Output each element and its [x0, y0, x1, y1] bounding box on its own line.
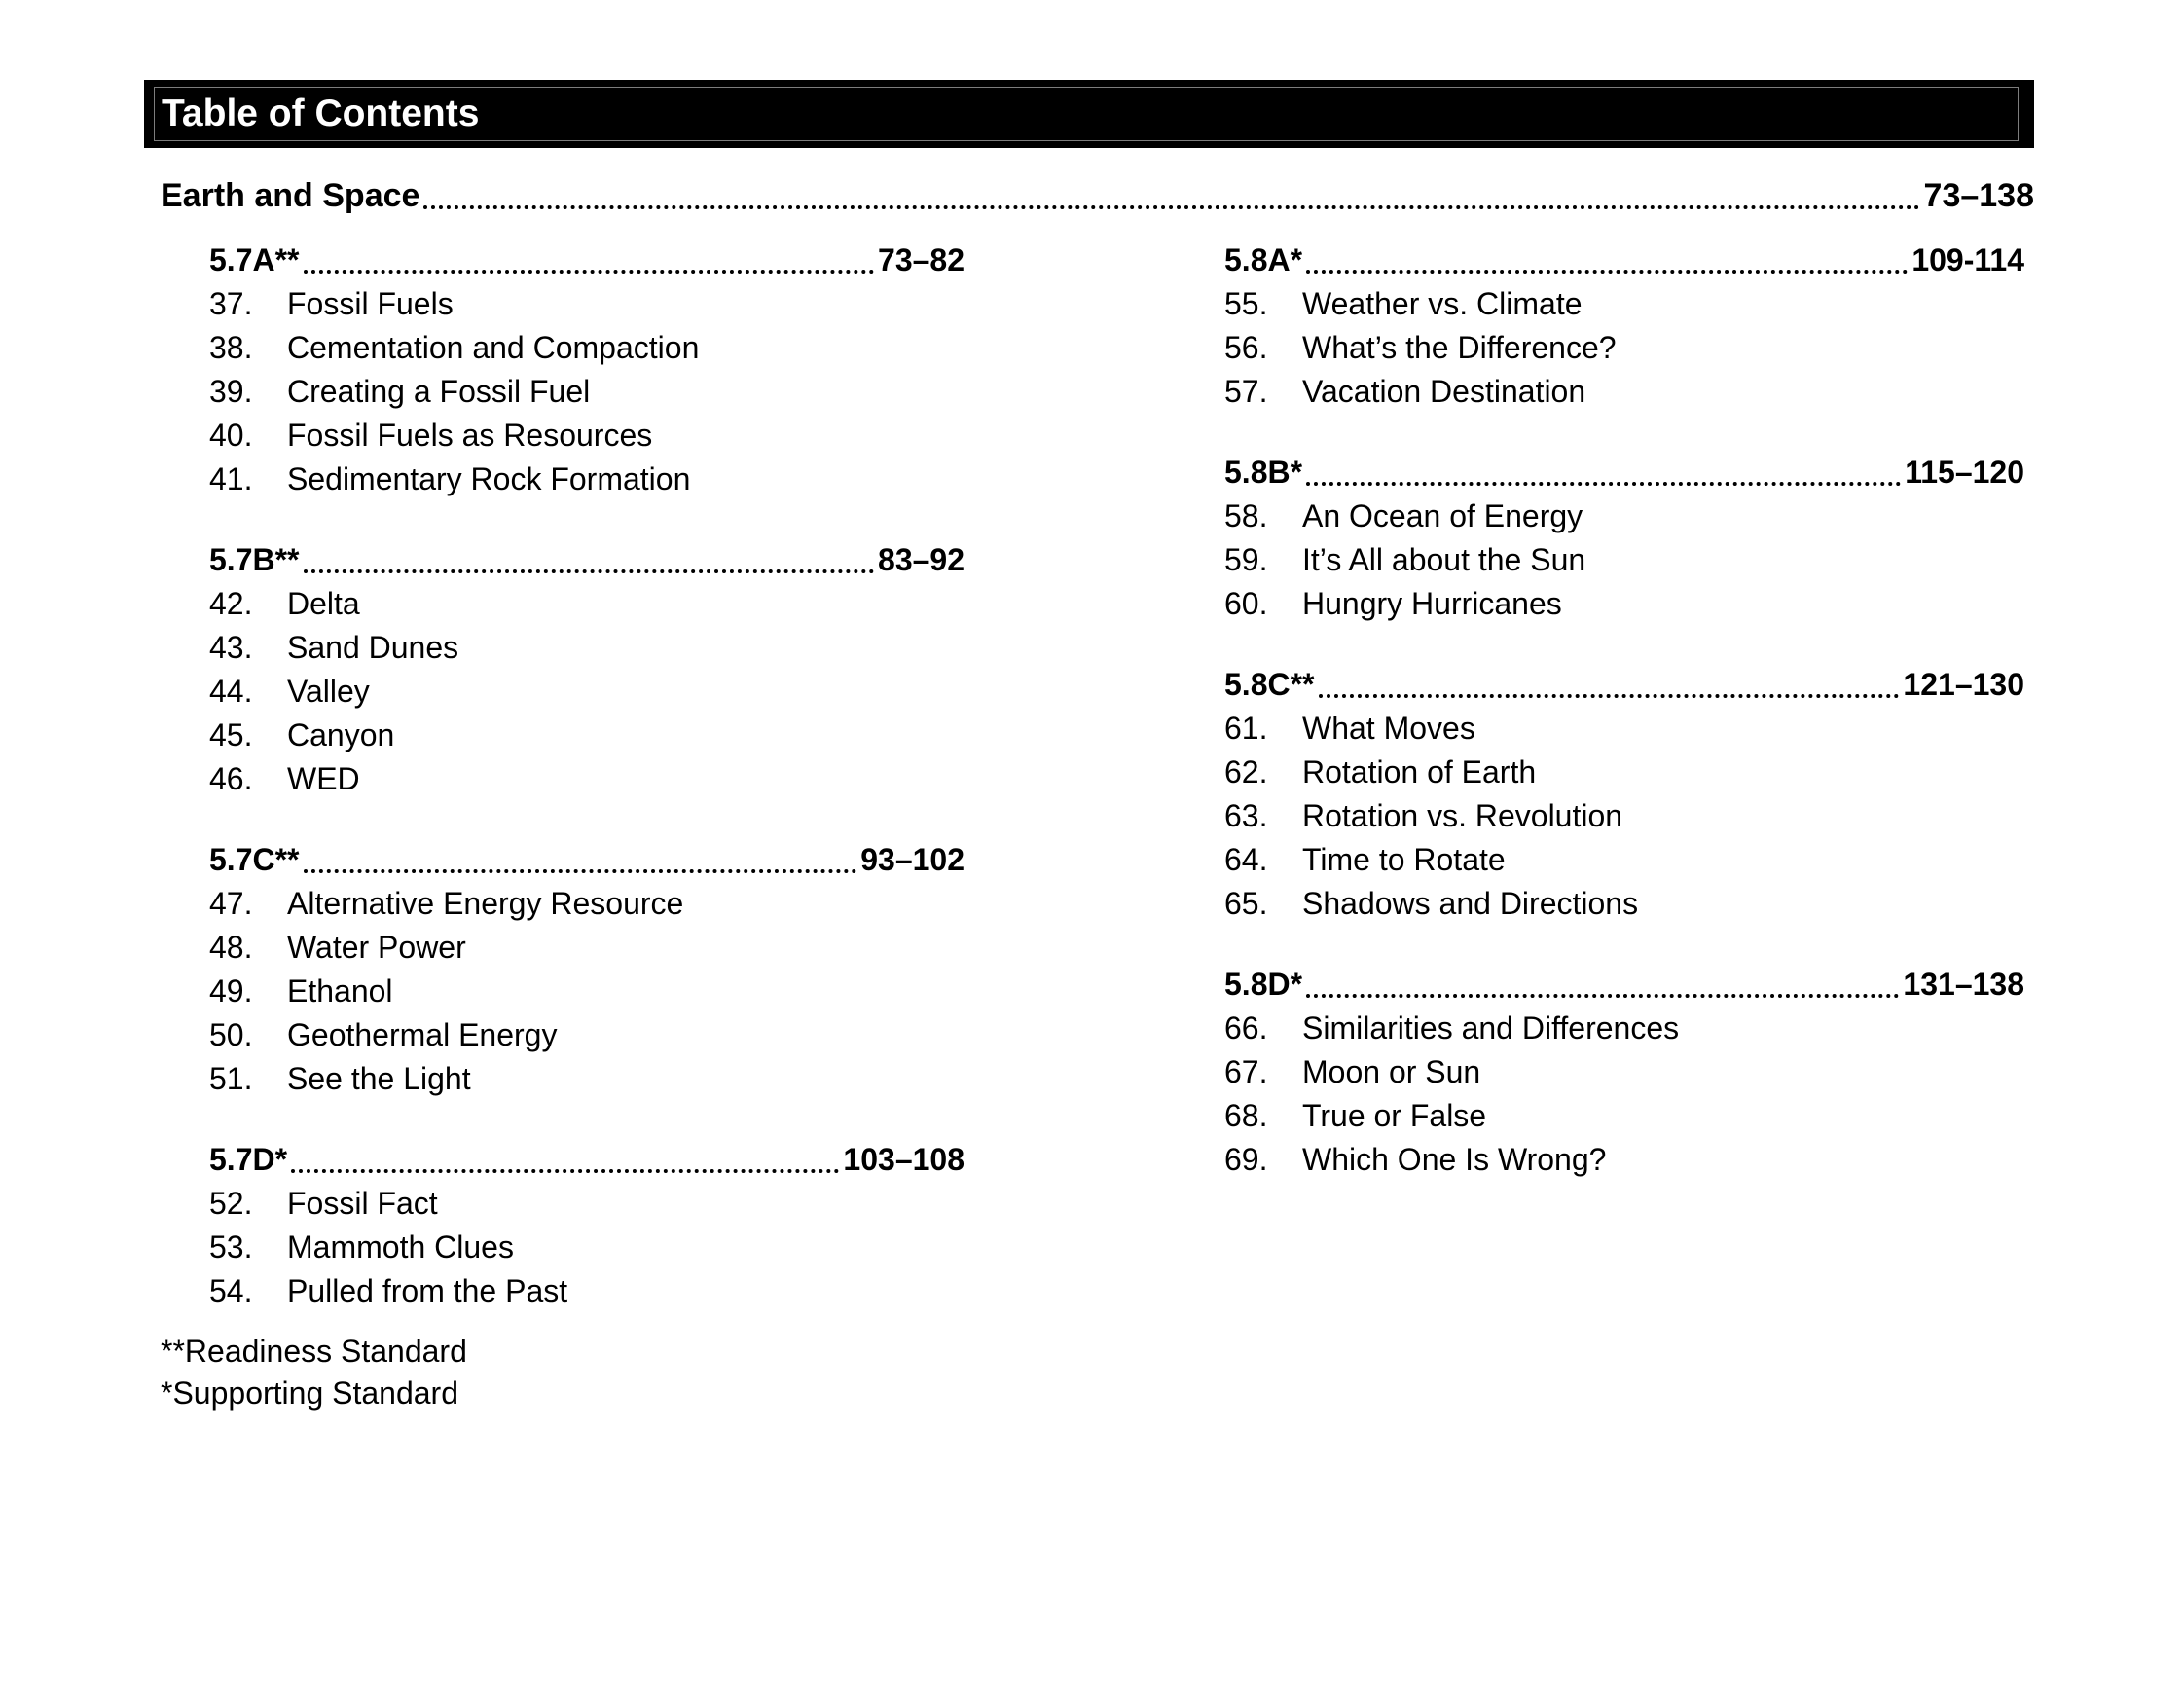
item-number: 41.: [209, 461, 253, 496]
dot-leader: [304, 569, 875, 573]
toc-item: [1224, 751, 2024, 794]
item-number: 58.: [1224, 498, 1268, 533]
page-range: 103–108: [843, 1142, 965, 1177]
item-number: 55.: [1224, 286, 1268, 321]
standard-code: 5.7C**: [209, 842, 300, 877]
toc-item: [209, 1269, 965, 1313]
standard-code: 5.7D*: [209, 1142, 288, 1177]
footnote-supporting: *Supporting Standard: [161, 1376, 458, 1411]
item-title: Delta: [287, 586, 360, 621]
page-range: 121–130: [1903, 667, 2024, 702]
standard-heading: [209, 538, 965, 582]
standard-heading: [1224, 451, 2024, 495]
toc-item: [209, 582, 965, 626]
standard-code: 5.7B**: [209, 542, 300, 577]
item-number: 65.: [1224, 886, 1268, 921]
item-title: See the Light: [287, 1061, 471, 1096]
toc-item: [1224, 1050, 2024, 1094]
item-number: 66.: [1224, 1010, 1268, 1046]
toc-item: [209, 714, 965, 757]
item-title: Ethanol: [287, 973, 393, 1009]
toc-section: [209, 838, 965, 1101]
item-title: Similarities and Differences: [1302, 1010, 1680, 1046]
item-title: Fossil Fact: [287, 1186, 438, 1221]
toc-section: [209, 239, 965, 501]
item-number: 45.: [209, 717, 253, 752]
item-number: 68.: [1224, 1098, 1268, 1133]
item-number: 57.: [1224, 374, 1268, 409]
toc-item: [209, 458, 965, 501]
item-number: 61.: [1224, 711, 1268, 746]
item-title: Sedimentary Rock Formation: [287, 461, 691, 496]
item-title: Canyon: [287, 717, 395, 752]
footnote-readiness: **Readiness Standard: [161, 1334, 467, 1369]
page-range: 115–120: [1905, 455, 2024, 490]
dot-leader: [1306, 994, 1899, 998]
dot-leader: [1319, 694, 1900, 698]
toc-item: [209, 1182, 965, 1226]
item-number: 49.: [209, 973, 253, 1009]
item-number: 59.: [1224, 542, 1268, 577]
item-number: 69.: [1224, 1142, 1268, 1177]
toc-section: [1224, 963, 2024, 1182]
item-title: Valley: [287, 674, 370, 709]
item-number: 37.: [209, 286, 253, 321]
standard-code: 5.8D*: [1224, 967, 1303, 1002]
toc-item: [209, 414, 965, 458]
page-range: 109-114: [1911, 242, 2024, 277]
page-title: Table of Contents: [162, 92, 480, 134]
toc-section: [1224, 663, 2024, 926]
standard-code: 5.8A*: [1224, 242, 1303, 277]
item-title: Fossil Fuels: [287, 286, 454, 321]
standard-heading: [209, 838, 965, 882]
item-title: Sand Dunes: [287, 630, 459, 665]
item-number: 38.: [209, 330, 253, 365]
standard-heading: [209, 239, 965, 282]
item-number: 53.: [209, 1229, 253, 1265]
item-title: Moon or Sun: [1302, 1054, 1481, 1089]
item-title: Fossil Fuels as Resources: [287, 418, 653, 453]
item-title: What’s the Difference?: [1302, 330, 1617, 365]
item-title: True or False: [1302, 1098, 1487, 1133]
item-title: Shadows and Directions: [1302, 886, 1639, 921]
standard-code: 5.8C**: [1224, 667, 1315, 702]
toc-item: [209, 926, 965, 970]
item-number: 51.: [209, 1061, 253, 1096]
item-title: Time to Rotate: [1302, 842, 1506, 877]
item-title: What Moves: [1302, 711, 1475, 746]
item-number: 64.: [1224, 842, 1268, 877]
item-number: 63.: [1224, 798, 1268, 833]
standard-heading: [1224, 663, 2024, 707]
toc-item: [1224, 1138, 2024, 1182]
toc-item: [1224, 495, 2024, 538]
toc-item: [1224, 326, 2024, 370]
item-title: Creating a Fossil Fuel: [287, 374, 591, 409]
page-range: 93–102: [860, 842, 965, 877]
toc-item: [209, 1057, 965, 1101]
toc-section: [209, 538, 965, 801]
toc-column-right: [1224, 239, 2024, 1219]
dot-leader: [1306, 270, 1908, 274]
item-title: Which One Is Wrong?: [1302, 1142, 1607, 1177]
toc-item: [209, 970, 965, 1013]
dot-leader: [291, 1169, 839, 1173]
item-title: Alternative Energy Resource: [287, 886, 684, 921]
item-number: 56.: [1224, 330, 1268, 365]
toc-item: [1224, 1094, 2024, 1138]
item-number: 60.: [1224, 586, 1268, 621]
item-title: Mammoth Clues: [287, 1229, 514, 1265]
item-number: 62.: [1224, 754, 1268, 789]
item-title: Weather vs. Climate: [1302, 286, 1583, 321]
toc-column-left: [209, 239, 965, 1350]
chapter-leader-row: [161, 173, 2034, 218]
dot-leader: [304, 869, 857, 873]
toc-item: [209, 757, 965, 801]
item-number: 67.: [1224, 1054, 1268, 1089]
chapter-label: Earth and Space: [161, 177, 420, 214]
item-title: Cementation and Compaction: [287, 330, 700, 365]
item-number: 42.: [209, 586, 253, 621]
item-title: Pulled from the Past: [287, 1273, 568, 1308]
toc-item: [1224, 582, 2024, 626]
item-title: Vacation Destination: [1302, 374, 1586, 409]
dot-leader: [304, 270, 875, 274]
toc-item: [1224, 370, 2024, 414]
item-title: It’s All about the Sun: [1302, 542, 1586, 577]
item-title: Rotation vs. Revolution: [1302, 798, 1623, 833]
dot-leader: [423, 205, 1919, 209]
toc-item: [1224, 707, 2024, 751]
item-number: 43.: [209, 630, 253, 665]
toc-item: [209, 626, 965, 670]
toc-item: [209, 282, 965, 326]
item-number: 46.: [209, 761, 253, 796]
toc-item: [209, 370, 965, 414]
standard-code: 5.8B*: [1224, 455, 1303, 490]
dot-leader: [1306, 482, 1901, 486]
item-number: 40.: [209, 418, 253, 453]
item-number: 54.: [209, 1273, 253, 1308]
chapter-page-range: 73–138: [1923, 177, 2034, 214]
toc-section: [1224, 451, 2024, 626]
item-number: 39.: [209, 374, 253, 409]
toc-item: [1224, 282, 2024, 326]
toc-item: [1224, 882, 2024, 926]
toc-section: [1224, 239, 2024, 414]
item-title: Geothermal Energy: [287, 1017, 558, 1052]
page-range: 131–138: [1903, 967, 2024, 1002]
item-title: Water Power: [287, 930, 466, 965]
item-number: 50.: [209, 1017, 253, 1052]
toc-item: [209, 882, 965, 926]
item-number: 47.: [209, 886, 253, 921]
toc-item: [209, 670, 965, 714]
standard-heading: [1224, 239, 2024, 282]
toc-item: [1224, 838, 2024, 882]
chapter-row: [161, 173, 2034, 218]
item-number: 52.: [209, 1186, 253, 1221]
standard-heading: [209, 1138, 965, 1182]
standard-code: 5.7A**: [209, 242, 300, 277]
toc-item: [1224, 1007, 2024, 1050]
toc-item: [209, 1013, 965, 1057]
toc-item: [209, 326, 965, 370]
toc-item: [209, 1226, 965, 1269]
item-title: Hungry Hurricanes: [1302, 586, 1562, 621]
toc-item: [1224, 794, 2024, 838]
toc-section: [209, 1138, 965, 1313]
item-title: An Ocean of Energy: [1302, 498, 1583, 533]
toc-item: [1224, 538, 2024, 582]
footnotes: [161, 1331, 467, 1414]
item-title: Rotation of Earth: [1302, 754, 1537, 789]
page-range: 73–82: [878, 242, 965, 277]
item-title: WED: [287, 761, 360, 796]
page-title-bar: [144, 80, 2034, 148]
standard-heading: [1224, 963, 2024, 1007]
page-range: 83–92: [878, 542, 965, 577]
item-number: 44.: [209, 674, 253, 709]
item-number: 48.: [209, 930, 253, 965]
